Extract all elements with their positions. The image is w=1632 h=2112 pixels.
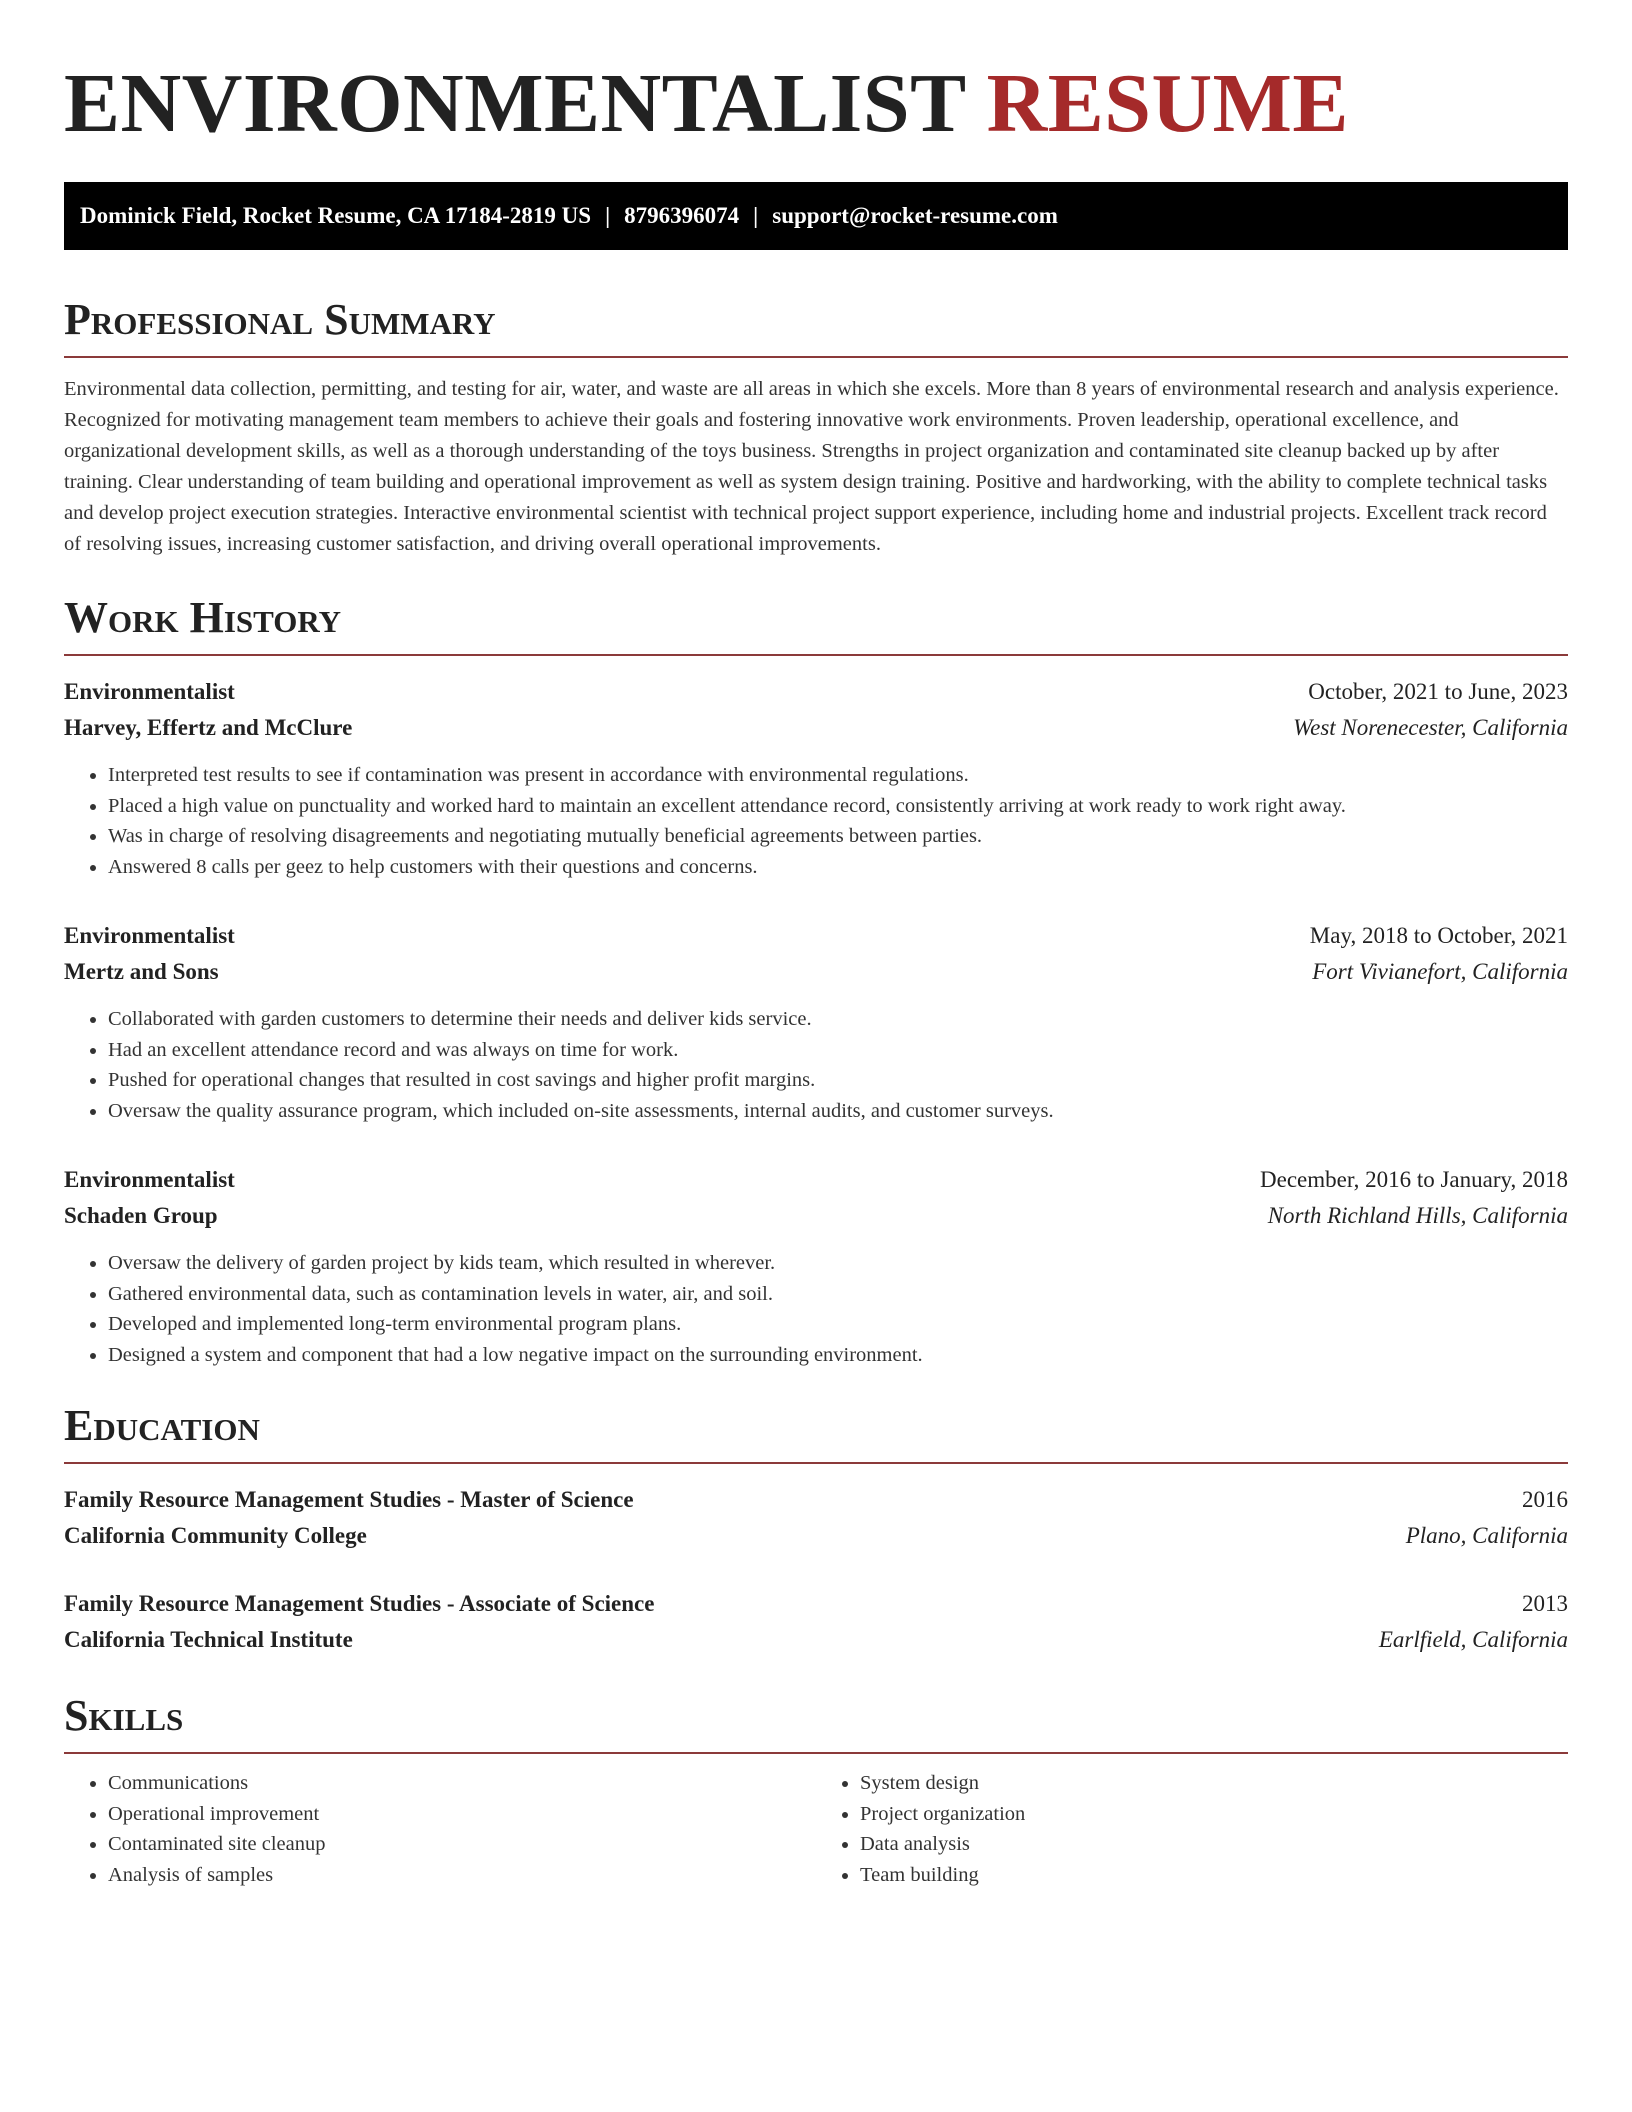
skill-item: • Operational improvement: [108, 1799, 816, 1830]
skill-item: • Team building: [860, 1860, 1568, 1891]
job-dates: May, 2018 to October, 2021: [1309, 923, 1568, 948]
job-dates: December, 2016 to January, 2018: [1260, 1167, 1568, 1192]
education-entry: [64, 1482, 1568, 1554]
contact-phone[interactable]: 8796396074: [624, 203, 740, 228]
job-bullet: • Developed and implemented long-term environmental program plans.: [108, 1309, 1568, 1340]
contact-email[interactable]: support@rocket-resume.com: [772, 203, 1058, 228]
skill-item: • Analysis of samples: [108, 1860, 816, 1891]
education-year: 2016: [1522, 1487, 1568, 1512]
job-bullet: • Pushed for operational changes that resulted in cost savings and higher profit margins.: [108, 1065, 1568, 1096]
job-company: Mertz and Sons: [64, 959, 219, 984]
skill-item: • Communications: [108, 1768, 816, 1799]
job-bullet: • Was in charge of resolving disagreements and negotiating mutually beneficial agreements between parties.: [108, 821, 1568, 852]
job-bullet: • Designed a system and component that had a low negative impact on the surrounding environment.: [108, 1340, 1568, 1371]
education-year: 2013: [1522, 1591, 1568, 1616]
job-company: Schaden Group: [64, 1203, 218, 1228]
job-location: Fort Vivianefort, California: [1312, 959, 1568, 984]
job-bullet: • Placed a high value on punctuality and worked hard to maintain an excellent attendance record, consistently arriving at work ready to work right away.: [108, 791, 1568, 822]
section-heading-education: Education: [64, 1398, 1568, 1464]
summary-text: Environmental data collection, permitting, and testing for air, water, and waste are all areas in which she excels. More than 8 years of environmental research and analysis experience. Recognized for motivating management team members to achieve their goals and fostering innovative work environments. Proven leadership, operational excellence, and organizational development skills, as well as a thorough understanding of the toys business. Strengths in project organization and contaminated site cleanup backed up by after training. Clear understanding of team building and operational improvement as well as system design training. Positive and hardworking, with the ability to complete technical tasks and develop project execution strategies. Interactive environmental scientist with technical project support experience, including home and industrial projects. Excellent track record of resolving issues, increasing customer satisfaction, and driving overall operational improvements.: [64, 378, 1559, 555]
job-title: Environmentalist: [64, 923, 235, 948]
job-entry: [64, 674, 1568, 882]
job-bullet: • Had an excellent attendance record and was always on time for work.: [108, 1035, 1568, 1066]
education-location: Plano, California: [1405, 1523, 1568, 1548]
skill-item: • Project organization: [860, 1799, 1568, 1830]
skill-item: • System design: [860, 1768, 1568, 1799]
job-entry: [64, 1162, 1568, 1370]
job-location: West Norenecester, California: [1293, 715, 1568, 740]
job-entry: [64, 918, 1568, 1126]
title-role: ENVIRONMENTALIST: [64, 57, 966, 150]
skills-list-left: [64, 1768, 816, 1890]
skills-list-right: [816, 1768, 1568, 1890]
job-bullet: • Gathered environmental data, such as contamination levels in water, air, and soil.: [108, 1279, 1568, 1310]
title-resume-word: RESUME: [986, 57, 1349, 150]
job-bullet: • Collaborated with garden customers to determine their needs and deliver kids service.: [108, 1004, 1568, 1035]
job-bullet: • Oversaw the delivery of garden project by kids team, which resulted in wherever.: [108, 1248, 1568, 1279]
education-entry: [64, 1586, 1568, 1658]
job-company: Harvey, Effertz and McClure: [64, 715, 353, 740]
section-heading-work-history: Work History: [64, 590, 1568, 656]
education-degree: Family Resource Management Studies - Master of Science: [64, 1487, 634, 1512]
job-dates: October, 2021 to June, 2023: [1308, 679, 1568, 704]
contact-address: Dominick Field, Rocket Resume, CA 17184-2819 US: [80, 203, 592, 228]
job-location: North Richland Hills, California: [1267, 1203, 1568, 1228]
job-bullet: • Answered 8 calls per geez to help customers with their questions and concerns.: [108, 852, 1568, 883]
skill-item: • Contaminated site cleanup: [108, 1829, 816, 1860]
contact-separator: |: [753, 203, 759, 228]
job-bullet: • Oversaw the quality assurance program, which included on-site assessments, internal audits, and customer surveys.: [108, 1096, 1568, 1127]
skill-item: • Data analysis: [860, 1829, 1568, 1860]
job-title: Environmentalist: [64, 679, 235, 704]
section-heading-skills: Skills: [64, 1688, 1568, 1754]
contact-bar: [64, 182, 1568, 250]
job-bullets: [64, 760, 1568, 882]
job-bullets: [64, 1248, 1568, 1370]
education-degree: Family Resource Management Studies - Associate of Science: [64, 1591, 655, 1616]
resume-title: [64, 0, 1568, 154]
skills-columns: [64, 1768, 1568, 1890]
job-title: Environmentalist: [64, 1167, 235, 1192]
job-bullet: • Interpreted test results to see if contamination was present in accordance with environmental regulations.: [108, 760, 1568, 791]
section-heading-summary: Professional Summary: [64, 292, 1568, 358]
job-bullets: [64, 1004, 1568, 1126]
education-school: California Community College: [64, 1523, 367, 1548]
education-location: Earlfield, California: [1378, 1627, 1568, 1652]
education-school: California Technical Institute: [64, 1627, 353, 1652]
contact-separator: |: [605, 203, 611, 228]
